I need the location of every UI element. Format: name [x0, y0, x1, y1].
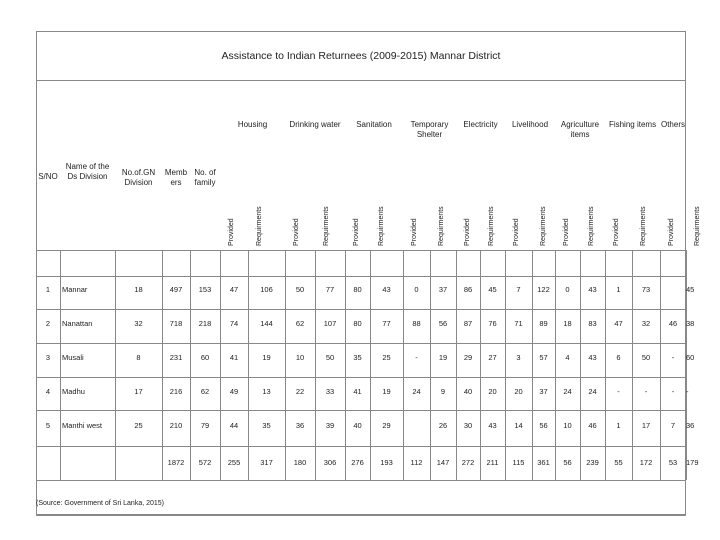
header-group: Drinking water: [289, 120, 341, 129]
row-name: Mannar: [62, 285, 88, 294]
table-cell: -: [671, 387, 675, 396]
table-cell: 24: [412, 387, 421, 396]
table-cell: 7: [670, 421, 676, 430]
row-line: [36, 446, 686, 447]
source-note: (Source: Government of Sri Lanka, 2015): [36, 500, 165, 507]
table-cell: 30: [463, 421, 473, 430]
document-sheet: Assistance to Indian Returnees (2009-2015) Mannar District S/NO Name of the Ds Division No.of.GN Division Memb ers No. of family Housing Drinking water Sanitation Temporary Shelter Electricity Livelihood Agriculture items Fishing items Others Provided Requirments Provided Requirments Provided Requirments Provided Requirments Provided Requirments Provided Requirments Provided Requirments Provided Requirments Provided Requirments 1 Mannar 18 497 153 47 106 50 77 80 43 0 37 86 45 7 122 0 43 1 73 45 2 Nanattan 32 718 218 74 144 62 107 80 77 88 56 87 76 71 89 18 83 47 32 46 38 3 Musali 8 231 60 41 19 10 50 35 25 - 19 29 27 3 57 4 43 6 50 - 60 4 Madhu 17 216 62 49 13 22 33 41 19 24 9 40 20 20 37 24 24 - - - - 5 Manthi west 25 210 79 44 35 36 39 40 29 26 30 43 14 56 10 46 1 17 7 36 1872 572 255 317 180 306 276 193 112 147 272 211 115 361 56 239 55 172 53 179 (Source: Government of Sri Lanka, 2015): [0, 0, 720, 540]
table-cell: 0: [565, 285, 570, 294]
table-cell: 17: [134, 387, 143, 396]
header-name: Name of the Ds Division: [65, 162, 110, 181]
row-sno: 3: [45, 353, 51, 362]
table-cell: 77: [325, 285, 335, 294]
table-cell: 88: [412, 319, 421, 328]
table-cell: 10: [563, 421, 572, 430]
table-cell: 17: [641, 421, 651, 430]
table-cell: 29: [382, 421, 391, 430]
table-cell: 144: [260, 319, 273, 328]
row-line: [36, 276, 686, 277]
subheader-provided: Provided: [228, 218, 235, 246]
table-cell: 47: [614, 319, 623, 328]
total-cell: 276: [351, 458, 364, 467]
table-cell: 37: [539, 387, 548, 396]
total-cell: 272: [461, 458, 475, 467]
total-cell: 306: [323, 458, 337, 467]
header-group: Livelihood: [511, 120, 549, 129]
header-sno: S/NO: [38, 172, 58, 181]
header-gn: No.of.GN Division: [121, 168, 156, 187]
row-line: [36, 410, 686, 411]
total-cell: 193: [380, 458, 393, 467]
total-cell: 239: [586, 458, 599, 467]
table-cell: 47: [229, 285, 239, 294]
table-cell: 218: [198, 319, 212, 328]
table-cell: 6: [616, 353, 621, 362]
subheader-requirements: Requirments: [488, 206, 495, 246]
table-cell: 13: [262, 387, 271, 396]
table-cell: 71: [514, 319, 523, 328]
header-group: Others: [660, 120, 685, 129]
row-name: Musali: [62, 353, 84, 362]
subheader-provided: Provided: [293, 218, 300, 246]
total-cell: 211: [486, 458, 499, 467]
table-cell: 107: [323, 319, 337, 328]
subheader-provided: Provided: [464, 218, 471, 246]
total-cell: 112: [410, 458, 423, 467]
subheader-provided: Provided: [353, 218, 360, 246]
table-cell: 86: [463, 285, 473, 294]
total-cell: 255: [227, 458, 241, 467]
table-cell: 9: [440, 387, 446, 396]
table-title: Assistance to Indian Returnees (2009-2015) Mannar District: [221, 50, 501, 62]
table-cell: 80: [353, 285, 362, 294]
table-cell: 24: [588, 387, 597, 396]
row-sno: 4: [45, 387, 51, 396]
table-cell: 4: [565, 353, 570, 362]
row-name: Madhu: [62, 387, 85, 396]
total-cell: 572: [198, 458, 212, 467]
table-cell: 74: [229, 319, 239, 328]
row-name: Nanattan: [62, 319, 93, 328]
row-line: [36, 515, 686, 516]
table-cell: -: [617, 387, 620, 396]
table-cell: 497: [169, 285, 183, 294]
table-cell: 7: [516, 285, 521, 294]
header-family: No. of family: [194, 168, 216, 187]
table-cell: 43: [588, 285, 597, 294]
total-cell: 56: [563, 458, 572, 467]
table-cell: 62: [200, 387, 210, 396]
subheader-requirements: Requirments: [438, 206, 445, 246]
table-cell: 73: [641, 285, 651, 294]
table-cell: -: [671, 353, 675, 362]
table-cell: 20: [488, 387, 497, 396]
header-group: Electricity: [463, 120, 498, 129]
header-group: Housing: [237, 120, 268, 129]
total-cell: 55: [614, 458, 623, 467]
table-cell: 62: [295, 319, 305, 328]
header-group: Fishing items: [608, 120, 657, 129]
total-cell: 115: [512, 458, 525, 467]
table-cell: 19: [438, 353, 448, 362]
row-line: [36, 80, 686, 81]
table-cell: 106: [260, 285, 273, 294]
table-cell: 10: [295, 353, 305, 362]
row-line: [36, 377, 686, 378]
table-cell: 43: [488, 421, 497, 430]
table-cell: 18: [134, 285, 143, 294]
table-cell: 19: [382, 387, 391, 396]
table-cell: 153: [198, 285, 212, 294]
table-cell: 40: [353, 421, 362, 430]
table-cell: 18: [563, 319, 572, 328]
table-cell: 20: [514, 387, 523, 396]
table-cell: 35: [353, 353, 362, 362]
table-cell: 718: [169, 319, 183, 328]
table-cell: 56: [539, 421, 548, 430]
subheader-requirements: Requirments: [256, 206, 263, 246]
table-cell: 36: [295, 421, 305, 430]
subheader-requirements: Requirments: [540, 206, 547, 246]
table-cell: 79: [200, 421, 210, 430]
subheader-requirements: Requirments: [323, 206, 330, 246]
table-cell: 50: [641, 353, 651, 362]
table-cell: 26: [438, 421, 448, 430]
total-cell: 361: [537, 458, 550, 467]
header-members: Memb ers: [164, 168, 188, 187]
subheader-provided: Provided: [613, 218, 620, 246]
header-group: Sanitation: [356, 120, 392, 129]
row-sno: 1: [45, 285, 51, 294]
table-frame: [36, 31, 686, 515]
table-cell: 43: [382, 285, 391, 294]
table-cell: 32: [134, 319, 143, 328]
total-cell: 147: [436, 458, 450, 467]
table-cell: 60: [200, 353, 210, 362]
table-cell: 25: [382, 353, 391, 362]
table-cell: 56: [438, 319, 448, 328]
table-cell: 19: [262, 353, 271, 362]
table-cell: 27: [488, 353, 497, 362]
col-line: [60, 250, 61, 480]
table-cell: 1: [616, 421, 621, 430]
total-cell: 172: [639, 458, 653, 467]
table-cell: 216: [169, 387, 183, 396]
subheader-provided: Provided: [563, 218, 570, 246]
header-group: Temporary Shelter: [410, 120, 449, 139]
subheader-provided: Provided: [668, 218, 675, 246]
table-cell: 22: [295, 387, 305, 396]
table-cell: 46: [588, 421, 597, 430]
table-cell: 210: [169, 421, 183, 430]
table-cell: 122: [537, 285, 550, 294]
table-cell: 41: [353, 387, 362, 396]
total-cell: 1872: [167, 458, 185, 467]
row-line: [36, 309, 686, 310]
table-cell: -: [644, 387, 648, 396]
table-cell: 46: [668, 319, 678, 328]
table-cell: 32: [641, 319, 651, 328]
subheader-requirements: Requirments: [694, 206, 701, 246]
table-cell: 83: [588, 319, 597, 328]
table-cell: 40: [463, 387, 473, 396]
subheader-provided: Provided: [513, 218, 520, 246]
row-line: [36, 250, 686, 251]
table-cell: 57: [539, 353, 548, 362]
subheader-requirements: Requirments: [588, 206, 595, 246]
table-cell: 37: [438, 285, 448, 294]
total-cell: 317: [260, 458, 273, 467]
row-line: [36, 480, 686, 481]
table-cell: 8: [136, 353, 141, 362]
table-cell: 49: [229, 387, 239, 396]
table-cell: 0: [414, 285, 419, 294]
table-cell: 87: [463, 319, 473, 328]
row-sno: 2: [45, 319, 51, 328]
col-line: [660, 250, 661, 480]
table-cell: 24: [563, 387, 572, 396]
table-cell: 35: [262, 421, 271, 430]
table-cell: 89: [539, 319, 548, 328]
row-line: [36, 343, 686, 344]
total-cell: 180: [293, 458, 307, 467]
table-cell: 33: [325, 387, 335, 396]
table-cell: 43: [588, 353, 597, 362]
row-name: Manthi west: [62, 421, 103, 430]
subheader-requirements: Requirments: [640, 206, 647, 246]
table-cell: 231: [169, 353, 183, 362]
subheader-requirements: Requirments: [378, 206, 385, 246]
table-cell: -: [415, 353, 418, 362]
table-cell: 50: [295, 285, 305, 294]
table-cell: 25: [134, 421, 143, 430]
table-cell: 45: [488, 285, 497, 294]
header-group: Agriculture items: [560, 120, 600, 139]
total-cell: 53: [668, 458, 678, 467]
table-cell: 76: [488, 319, 497, 328]
table-cell: 1: [616, 285, 621, 294]
table-cell: 77: [382, 319, 391, 328]
table-cell: 39: [325, 421, 335, 430]
table-cell: 80: [353, 319, 362, 328]
table-cell: 14: [514, 421, 523, 430]
row-sno: 5: [45, 421, 51, 430]
table-cell: 41: [229, 353, 239, 362]
table-cell: 50: [325, 353, 335, 362]
table-cell: 29: [463, 353, 473, 362]
table-cell: 3: [516, 353, 521, 362]
table-cell: 44: [229, 421, 239, 430]
subheader-provided: Provided: [411, 218, 418, 246]
row-line: [36, 31, 686, 32]
